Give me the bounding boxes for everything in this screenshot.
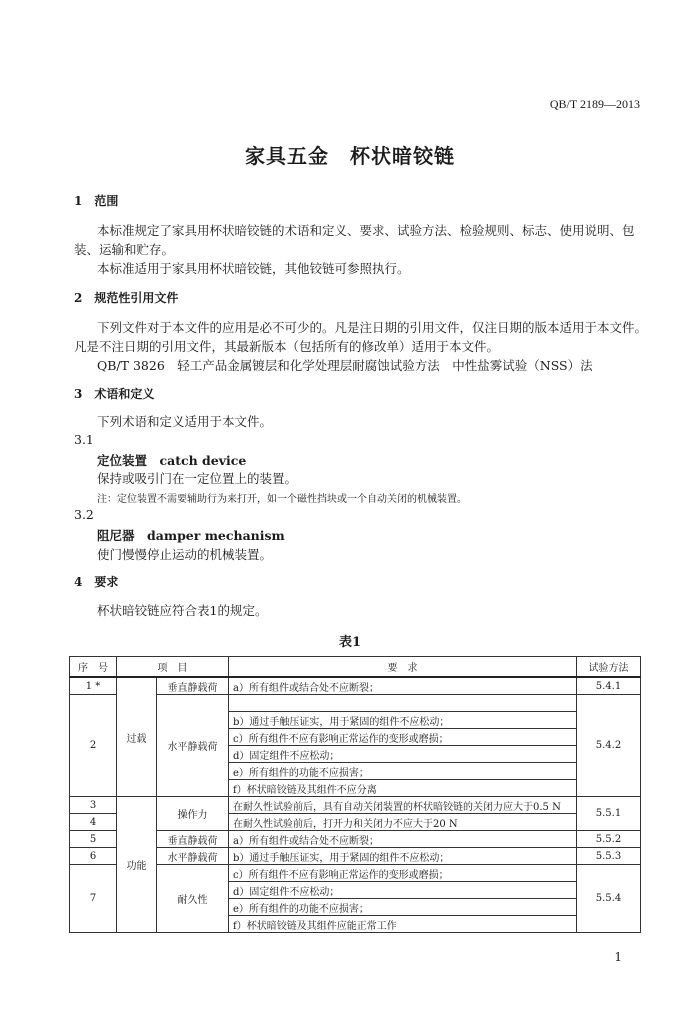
table-row bbox=[70, 797, 641, 814]
requirement: a）所有组件或结合处不应断裂； bbox=[229, 831, 577, 848]
requirement: d）固定组件不应松动； bbox=[229, 746, 577, 763]
header-test-method: 试验方法 bbox=[577, 657, 641, 678]
term-3-2-title: 阻尼器 damper mechanism bbox=[97, 528, 285, 543]
section-1-paragraph-1-line-2: 装、运输和贮存。 bbox=[74, 242, 175, 257]
asterisk-mark: * bbox=[95, 680, 101, 692]
page-title: 家具五金 杯状暗铰链 bbox=[245, 144, 455, 168]
section-2-paragraph-line-2: 凡是不注日期的引用文件，其最新版本（包括所有的修改单）适用于本文件。 bbox=[74, 339, 500, 354]
requirement: c）所有组件不应有影响正常运作的变形或磨损； bbox=[229, 729, 577, 746]
requirement: d）固定组件不应松动； bbox=[229, 882, 577, 899]
item-horizontal-static-load: 水平静载荷 bbox=[157, 848, 229, 865]
table-header-row bbox=[70, 657, 641, 678]
row-num: 7 bbox=[70, 865, 117, 933]
item-vertical-static-load: 垂直静载荷 bbox=[157, 677, 229, 695]
normative-reference: QB/T 3826 轻工产品金属镀层和化学处理层耐腐蚀试验方法 中性盐雾试验（NSS）法 bbox=[97, 358, 593, 373]
requirement: b）通过手触压证实，用于紧固的组件不应松动； bbox=[229, 712, 577, 729]
term-3-1-title: 定位装置 catch device bbox=[97, 453, 247, 468]
section-4-intro: 杯状暗铰链应符合表1的规定。 bbox=[97, 603, 268, 618]
page-number: 1 bbox=[614, 950, 622, 964]
requirement: c）所有组件不应有影响正常运作的变形或磨损； bbox=[229, 865, 577, 882]
requirement: 在耐久性试验前后，具有自动关闭装置的杯状暗铰链的关闭力应大于0.5 N bbox=[229, 797, 577, 814]
requirement bbox=[229, 695, 577, 712]
requirement: 在耐久性试验前后，打开力和关闭力不应大于20 N bbox=[229, 814, 577, 831]
test-method: 5.4.2 bbox=[577, 695, 641, 797]
item-operating-force: 操作力 bbox=[157, 797, 229, 831]
section-3-intro: 下列术语和定义适用于本文件。 bbox=[97, 414, 273, 429]
group-function: 功能 bbox=[117, 797, 157, 933]
requirement: f）杯状暗铰链及其组件不应分离 bbox=[229, 780, 577, 797]
table-caption: 表1 bbox=[338, 635, 362, 650]
header-requirement: 要 求 bbox=[229, 657, 577, 678]
term-3-2-definition: 使门慢慢停止运动的机械装置。 bbox=[97, 547, 273, 562]
section-1-paragraph-1-line-1: 本标准规定了家具用杯状暗铰链的术语和定义、要求、试验方法、检验规则、标志、使用说明、包 bbox=[97, 223, 635, 238]
term-3-1-note: 注：定位装置不需要辅助行为来打开，如一个磁性挡块或一个自动关闭的机械装置。 bbox=[97, 494, 467, 505]
section-2-paragraph-line-1: 下列文件对于本文件的应用是必不可少的。凡是注日期的引用文件，仅注日期的版本适用于本文件。 bbox=[97, 320, 648, 335]
test-method: 5.4.1 bbox=[577, 677, 641, 695]
requirement: a）所有组件或结合处不应断裂； bbox=[229, 677, 577, 695]
row-num: 5 bbox=[70, 831, 117, 848]
row-num: 2 bbox=[70, 695, 117, 797]
test-method: 5.5.1 bbox=[577, 797, 641, 831]
test-method: 5.5.3 bbox=[577, 848, 641, 865]
requirements-table bbox=[69, 656, 641, 933]
row-num: 6 bbox=[70, 848, 117, 865]
section-1-heading: 1 范围 bbox=[74, 194, 119, 208]
section-4-heading: 4 要求 bbox=[74, 575, 119, 589]
row-num: 4 bbox=[70, 814, 117, 831]
row-num: 1 * bbox=[70, 677, 117, 695]
row-num: 3 bbox=[70, 797, 117, 814]
item-horizontal-static-load: 水平静载荷 bbox=[157, 695, 229, 797]
term-3-1-definition: 保持或吸引门在一定位置上的装置。 bbox=[97, 471, 298, 486]
item-vertical-static-load: 垂直静载荷 bbox=[157, 831, 229, 848]
section-2-heading: 2 规范性引用文件 bbox=[74, 291, 179, 305]
header-item: 项 目 bbox=[117, 657, 229, 678]
section-3-heading: 3 术语和定义 bbox=[74, 387, 155, 401]
term-3-2-number: 3.2 bbox=[74, 507, 94, 522]
item-durability: 耐久性 bbox=[157, 865, 229, 933]
requirement: b）通过手触压证实，用于紧固的组件不应松动； bbox=[229, 848, 577, 865]
test-method: 5.5.2 bbox=[577, 831, 641, 848]
test-method: 5.5.4 bbox=[577, 865, 641, 933]
requirement: e）所有组件的功能不应损害； bbox=[229, 899, 577, 916]
section-1-paragraph-2: 本标准适用于家具用杯状暗铰链，其他铰链可参照执行。 bbox=[97, 261, 410, 276]
table-row bbox=[70, 677, 641, 695]
group-overload: 过载 bbox=[117, 677, 157, 797]
requirement: f）杯状暗铰链及其组件应能正常工作 bbox=[229, 916, 577, 933]
standard-code: QB/T 2189—2013 bbox=[549, 97, 640, 111]
header-num: 序 号 bbox=[70, 657, 117, 678]
term-3-1-number: 3.1 bbox=[74, 432, 94, 447]
requirement: e）所有组件的功能不应损害； bbox=[229, 763, 577, 780]
